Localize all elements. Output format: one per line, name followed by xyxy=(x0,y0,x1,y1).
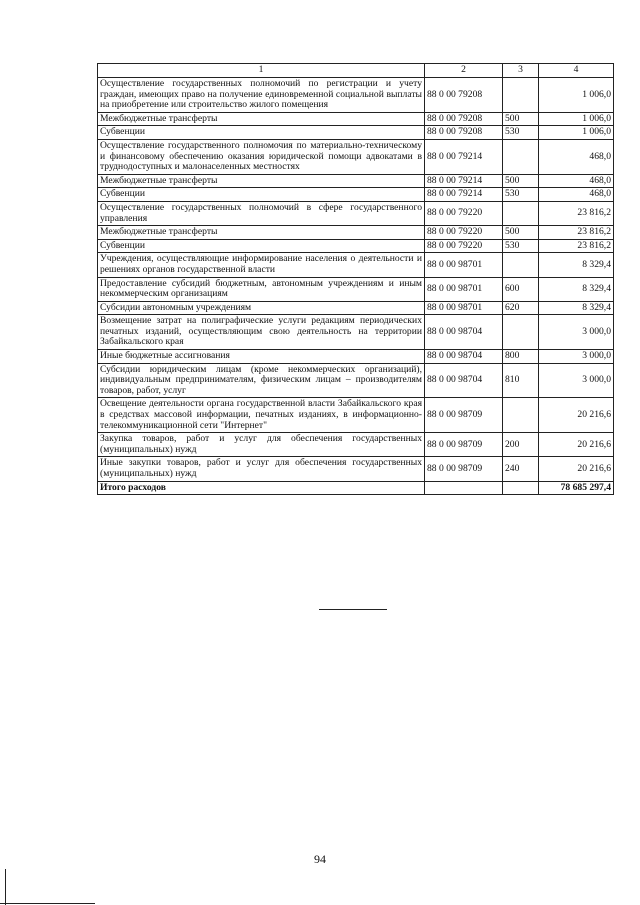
table-row xyxy=(98,350,614,364)
row-code: 88 0 00 79208 xyxy=(425,112,503,126)
row-code: 88 0 00 98701 xyxy=(425,253,503,277)
row-name: Освещение деятельности органа государственной власти Забайкальского края в средствах массовой информации, печатных изданиях, в информационно-телекоммуникационной сети "Интернет" xyxy=(98,398,425,433)
table-row xyxy=(98,188,614,202)
row-name: Субсидии автономным учреждениям xyxy=(98,301,425,315)
end-divider-line xyxy=(319,609,387,610)
row-code: 88 0 00 98704 xyxy=(425,363,503,398)
row-name: Субвенции xyxy=(98,188,425,202)
header-col-3: 3 xyxy=(503,64,539,78)
row-name: Иные закупки товаров, работ и услуг для обеспечения государственных (муниципальных) нужд xyxy=(98,457,425,481)
row-code: 88 0 00 98704 xyxy=(425,350,503,364)
row-name: Возмещение затрат на полиграфические услуги редакциям периодических печатных изданий, осуществляющим свою деятельность на территории Забайкальского края xyxy=(98,315,425,350)
table-row xyxy=(98,277,614,301)
row-type xyxy=(503,253,539,277)
total-row xyxy=(98,481,614,495)
row-code: 88 0 00 98701 xyxy=(425,277,503,301)
row-code: 88 0 00 98704 xyxy=(425,315,503,350)
row-amount: 23 816,2 xyxy=(539,239,614,253)
table-row xyxy=(98,457,614,481)
corner-mark-horizontal xyxy=(0,903,95,904)
row-amount: 1 006,0 xyxy=(539,126,614,140)
row-amount: 8 329,4 xyxy=(539,277,614,301)
table-row xyxy=(98,433,614,457)
table-row xyxy=(98,398,614,433)
budget-table-body xyxy=(98,64,614,495)
row-amount: 20 216,6 xyxy=(539,433,614,457)
row-type: 800 xyxy=(503,350,539,364)
row-type xyxy=(503,315,539,350)
row-name: Предоставление субсидий бюджетным, автономным учреждениям и иным некоммерческим организациям xyxy=(98,277,425,301)
row-type: 620 xyxy=(503,301,539,315)
row-name: Закупка товаров, работ и услуг для обеспечения государственных (муниципальных) нужд xyxy=(98,433,425,457)
row-name: Межбюджетные трансферты xyxy=(98,226,425,240)
row-name: Иные бюджетные ассигнования xyxy=(98,350,425,364)
row-code: 88 0 00 98709 xyxy=(425,433,503,457)
row-amount: 468,0 xyxy=(539,139,614,174)
row-type: 530 xyxy=(503,239,539,253)
row-name: Межбюджетные трансферты xyxy=(98,174,425,188)
row-name: Субвенции xyxy=(98,126,425,140)
row-amount: 1 006,0 xyxy=(539,78,614,113)
table-header-row xyxy=(98,64,614,78)
row-type: 530 xyxy=(503,188,539,202)
row-amount: 468,0 xyxy=(539,188,614,202)
row-type: 530 xyxy=(503,126,539,140)
total-label: Итого расходов xyxy=(98,481,425,495)
row-type: 240 xyxy=(503,457,539,481)
row-type: 500 xyxy=(503,226,539,240)
row-code: 88 0 00 79220 xyxy=(425,226,503,240)
row-type: 810 xyxy=(503,363,539,398)
table-row xyxy=(98,174,614,188)
table-row xyxy=(98,78,614,113)
row-name: Субсидии юридическим лицам (кроме некоммерческих организаций), индивидуальным предпринимателям, физическим лицам – производителям товаров, работ, услуг xyxy=(98,363,425,398)
table-row xyxy=(98,139,614,174)
budget-table xyxy=(97,63,614,495)
row-amount: 8 329,4 xyxy=(539,301,614,315)
table-row xyxy=(98,253,614,277)
row-amount: 20 216,6 xyxy=(539,398,614,433)
total-amount: 78 685 297,4 xyxy=(539,481,614,495)
row-name: Осуществление государственного полномочия по материально-техническому и финансовому обеспечению оказания юридической помощи адвокатами в труднодоступных и малонаселенных местностях xyxy=(98,139,425,174)
total-empty-code xyxy=(425,481,503,495)
row-code: 88 0 00 79214 xyxy=(425,139,503,174)
row-amount: 8 329,4 xyxy=(539,253,614,277)
row-code: 88 0 00 79208 xyxy=(425,126,503,140)
table-row xyxy=(98,201,614,225)
row-type xyxy=(503,201,539,225)
row-code: 88 0 00 98701 xyxy=(425,301,503,315)
table-row xyxy=(98,315,614,350)
row-type: 200 xyxy=(503,433,539,457)
table-row xyxy=(98,226,614,240)
row-name: Субвенции xyxy=(98,239,425,253)
row-name: Осуществление государственных полномочий в сфере государственного управления xyxy=(98,201,425,225)
row-type xyxy=(503,398,539,433)
row-name: Межбюджетные трансферты xyxy=(98,112,425,126)
row-type xyxy=(503,78,539,113)
row-type: 600 xyxy=(503,277,539,301)
row-code: 88 0 00 79220 xyxy=(425,201,503,225)
table-row xyxy=(98,112,614,126)
table-row xyxy=(98,239,614,253)
row-amount: 20 216,6 xyxy=(539,457,614,481)
row-code: 88 0 00 98709 xyxy=(425,457,503,481)
row-code: 88 0 00 79214 xyxy=(425,174,503,188)
corner-mark-vertical xyxy=(5,869,6,905)
row-code: 88 0 00 79220 xyxy=(425,239,503,253)
row-name: Учреждения, осуществляющие информирование населения о деятельности и решениях органов государственной власти xyxy=(98,253,425,277)
header-col-2: 2 xyxy=(425,64,503,78)
row-type: 500 xyxy=(503,112,539,126)
row-amount: 23 816,2 xyxy=(539,226,614,240)
row-code: 88 0 00 98709 xyxy=(425,398,503,433)
row-amount: 3 000,0 xyxy=(539,315,614,350)
row-code: 88 0 00 79208 xyxy=(425,78,503,113)
page-number: 94 xyxy=(314,852,326,866)
header-col-1: 1 xyxy=(98,64,425,78)
row-amount: 1 006,0 xyxy=(539,112,614,126)
header-col-4: 4 xyxy=(539,64,614,78)
total-empty-type xyxy=(503,481,539,495)
row-amount: 3 000,0 xyxy=(539,363,614,398)
row-type xyxy=(503,139,539,174)
table-row xyxy=(98,363,614,398)
row-type: 500 xyxy=(503,174,539,188)
table-row xyxy=(98,301,614,315)
row-code: 88 0 00 79214 xyxy=(425,188,503,202)
table-row xyxy=(98,126,614,140)
row-amount: 23 816,2 xyxy=(539,201,614,225)
row-amount: 468,0 xyxy=(539,174,614,188)
row-name: Осуществление государственных полномочий по регистрации и учету граждан, имеющих право на получение единовременной социальной выплаты на приобретение или строительство жилого помещения xyxy=(98,78,425,113)
row-amount: 3 000,0 xyxy=(539,350,614,364)
